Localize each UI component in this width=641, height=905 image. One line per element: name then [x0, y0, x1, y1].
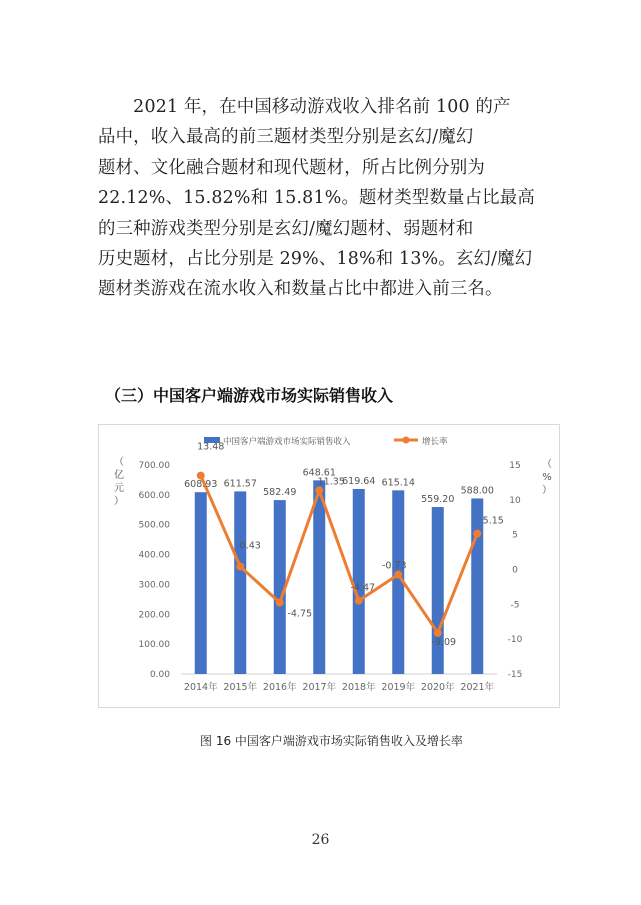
growth-point	[473, 530, 481, 538]
y-right-tick-label: -10	[507, 635, 523, 646]
y-left-tick-label: 300.00	[138, 580, 170, 591]
paragraph-line: 品中，收入最高的前三题材类型分别是玄幻/魔幻	[98, 127, 474, 148]
line-data-label: -4.75	[287, 608, 313, 620]
paragraph-line: 2021 年，在中国移动游戏收入排名前 100 的产	[98, 97, 511, 117]
line-data-label: -0.73	[381, 560, 407, 572]
growth-point	[276, 599, 284, 607]
paragraph-line: 题材类游戏在流水收入和数量占比中都进入前三名。	[98, 279, 503, 300]
page-number: 26	[311, 832, 330, 848]
growth-point	[434, 629, 442, 637]
y-left-tick-label: 700.00	[138, 461, 170, 471]
x-tick-label: 2020年	[420, 682, 455, 693]
y-right-tick-label: -15	[507, 670, 523, 680]
growth-point	[236, 563, 244, 571]
bar	[234, 491, 246, 674]
x-tick-label: 2019年	[381, 682, 416, 693]
y-left-tick-label: 500.00	[138, 520, 170, 531]
y-right-tick-label: -5	[510, 600, 520, 611]
y-left-unit-label: 亿	[114, 470, 124, 481]
y-left-tick-label: 200.00	[138, 610, 170, 621]
line-data-label: -9.09	[431, 636, 457, 648]
bar	[471, 498, 483, 674]
line-data-label: 13.48	[197, 441, 225, 453]
y-left-unit-label: ）	[114, 496, 124, 507]
legend-line-marker	[403, 437, 410, 444]
line-data-label: -4.47	[350, 582, 376, 594]
legend-bar-label: 中国客户端游戏市场实际销售收入	[223, 437, 351, 447]
bar	[432, 507, 444, 674]
y-left-unit-label: （	[114, 457, 124, 468]
bar-data-label: 648.61	[302, 467, 336, 479]
bar-data-label: 619.64	[342, 475, 376, 487]
y-left-tick-label: 100.00	[138, 640, 170, 651]
y-right-tick-label: 10	[509, 495, 521, 506]
y-left-tick-label: 600.00	[138, 490, 170, 501]
y-right-unit-label: ）	[542, 485, 552, 496]
y-right-unit-label: （	[542, 459, 552, 470]
y-right-unit-label: %	[542, 472, 552, 483]
paragraph-line: 的三种游戏类型分别是玄幻/魔幻题材、弱题材和	[98, 218, 474, 239]
legend-line-label: 增长率	[422, 437, 448, 447]
section-heading: （三）中国客户端游戏市场实际销售收入	[105, 386, 394, 405]
x-tick-label: 2016年	[262, 682, 297, 693]
figure-caption: 图 16 中国客户端游戏市场实际销售收入及增长率	[200, 734, 463, 748]
bar-data-label: 588.00	[460, 485, 494, 497]
x-tick-label: 2014年	[183, 682, 218, 693]
bar	[353, 489, 365, 674]
bar-data-label: 608.93	[184, 479, 218, 491]
chart-container	[98, 424, 560, 708]
growth-point	[315, 486, 323, 494]
paragraph-line: 22.12%、15.82%和 15.81%。题材类型数量占比最高	[98, 188, 535, 209]
y-right-tick-label: 5	[512, 530, 518, 541]
y-left-tick-label: 0.00	[149, 670, 170, 680]
line-data-label: 0.43	[239, 540, 261, 552]
y-right-tick-label: 15	[509, 461, 521, 471]
paragraph-line: 题材、文化融合题材和现代题材，所占比例分别为	[98, 157, 485, 178]
bar	[313, 480, 325, 674]
bar-data-label: 611.57	[223, 478, 257, 490]
growth-point	[355, 597, 363, 605]
bar-data-label: 615.14	[381, 477, 415, 489]
x-tick-label: 2021年	[460, 682, 495, 693]
line-data-label: 11.35	[317, 476, 345, 488]
y-left-unit-label: 元	[114, 483, 124, 494]
x-tick-label: 2018年	[341, 682, 376, 693]
bar-data-label: 559.20	[421, 494, 455, 506]
growth-point	[394, 571, 402, 579]
x-tick-label: 2017年	[302, 682, 337, 693]
combo-chart	[99, 425, 559, 707]
bar	[195, 492, 207, 674]
y-right-tick-label: 0	[512, 565, 518, 576]
y-left-tick-label: 400.00	[138, 550, 170, 561]
body-paragraph	[98, 92, 558, 305]
bar-data-label: 582.49	[263, 487, 297, 499]
paragraph-line: 历史题材，占比分别是 29%、18%和 13%。玄幻/魔幻	[98, 249, 533, 270]
x-tick-label: 2015年	[223, 682, 258, 693]
line-data-label: 5.15	[482, 515, 504, 527]
